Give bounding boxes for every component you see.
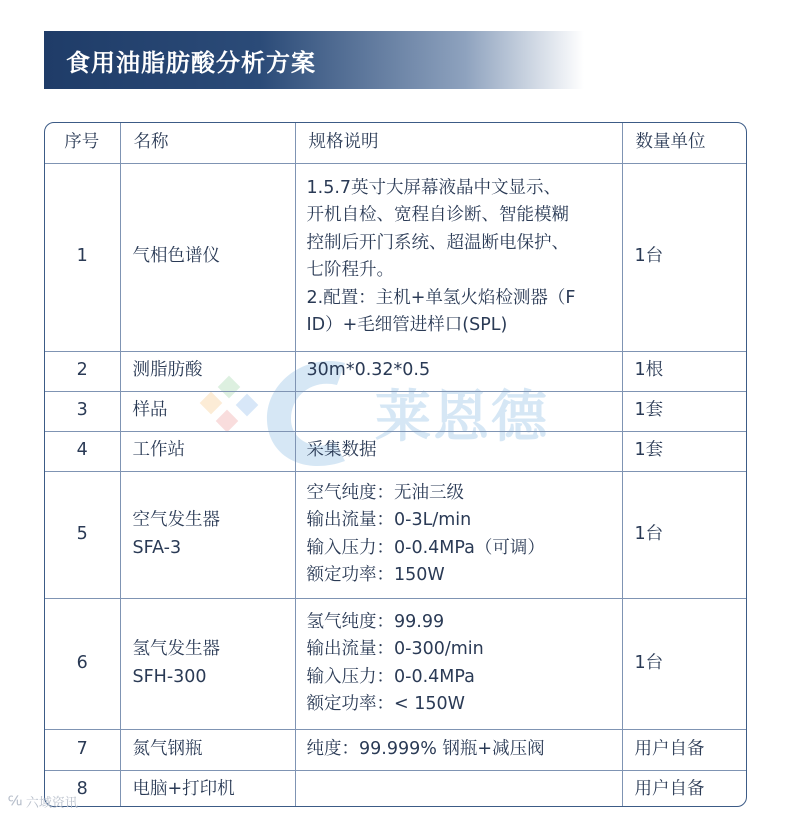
spec-line: 开机自检、宽程自诊断、智能模糊 [306,205,569,225]
row-unit: 用户自备 [634,778,705,799]
spec-table-container [44,122,747,807]
row-unit: 1台 [622,163,747,351]
row-no: 7 [45,729,120,770]
spec-line: ID）+毛细管进样口(SPL) [306,315,508,335]
spec-line: 空气纯度：无油三级 [306,482,464,503]
row-no: 3 [45,391,120,431]
watermark-text: 莱恩德 [375,385,549,450]
row-name: 电脑+打印机 [120,770,295,807]
row-unit: 1台 [622,598,747,729]
row-spec [295,598,622,729]
row-spec-empty [295,770,622,807]
table-row [45,351,747,391]
spec-line: 输出流量：0-3L/min [306,510,472,530]
spec-line: 控制后开门系统、超温断电保护、 [306,232,569,253]
spec-line: 输入压力：0-0.4MPa（可调） [306,537,545,558]
row-no: 8 [45,770,120,807]
header-no: 序号 [45,123,120,163]
spec-line: 2.配置：主机+单氢火焰检测器（F [306,287,576,308]
row-name: 样品 [120,391,295,431]
name-line: SFA-3 [132,537,182,558]
row-name [120,163,295,351]
row-unit: 1套 [622,431,747,471]
name-line: 气相色谱仪 [132,246,220,267]
table-row [45,598,747,729]
table-row [45,391,747,431]
row-no: 6 [45,598,120,729]
spec-line: 七阶程升。 [306,260,394,280]
spec-line: 输出流量：0-300/min [306,639,484,659]
spec-table [45,123,747,807]
spec-line: 1.5.7英寸大屏幕液晶中文显示、 [306,177,562,198]
spec-line: 额定功率：150W [306,565,445,585]
page-title: 食用油脂肪酸分析方案 [66,48,316,77]
row-no: 4 [45,431,120,471]
row-name: 测脂肪酸 [120,351,295,391]
row-unit: 1套 [622,391,747,431]
row-name: 氮气钢瓶 [120,729,295,770]
table-row [45,770,747,807]
row-spec: 纯度：99.999% 钢瓶+减压阀 [295,729,622,770]
row-unit: 用户自备 [622,729,747,770]
row-name [120,598,295,729]
row-name [120,471,295,598]
row-spec: 30m*0.32*0.5 [295,351,622,391]
table-row [45,163,747,351]
row-no: 2 [45,351,120,391]
name-line: 空气发生器 [132,510,220,530]
row-spec [295,471,622,598]
title-banner [44,31,584,89]
name-line: SFH-300 [132,666,207,687]
footer-text: 六域资讯 [25,796,78,811]
table-row [45,471,747,598]
row-spec-empty [295,391,622,431]
row-unit: 1台 [622,471,747,598]
header-unit: 数量单位 [622,123,747,163]
header-name: 名称 [120,123,295,163]
name-line: 氢气发生器 [132,639,220,659]
spec-line: 额定功率：< 150W [306,694,465,714]
footer-logo-icon: ℆ [8,794,22,809]
spec-line: 输入压力：0-0.4MPa [306,666,475,687]
row-spec [295,163,622,351]
row-no: 1 [45,163,120,351]
table-row [45,729,747,770]
row-spec: 采集数据 [295,431,622,471]
row-name: 工作站 [120,431,295,471]
row-no: 5 [45,471,120,598]
row-unit: 1根 [622,351,747,391]
spec-line: 氢气纯度：99.99 [306,611,445,632]
table-header-row [45,123,747,163]
header-spec: 规格说明 [295,123,622,163]
table-row [45,431,747,471]
